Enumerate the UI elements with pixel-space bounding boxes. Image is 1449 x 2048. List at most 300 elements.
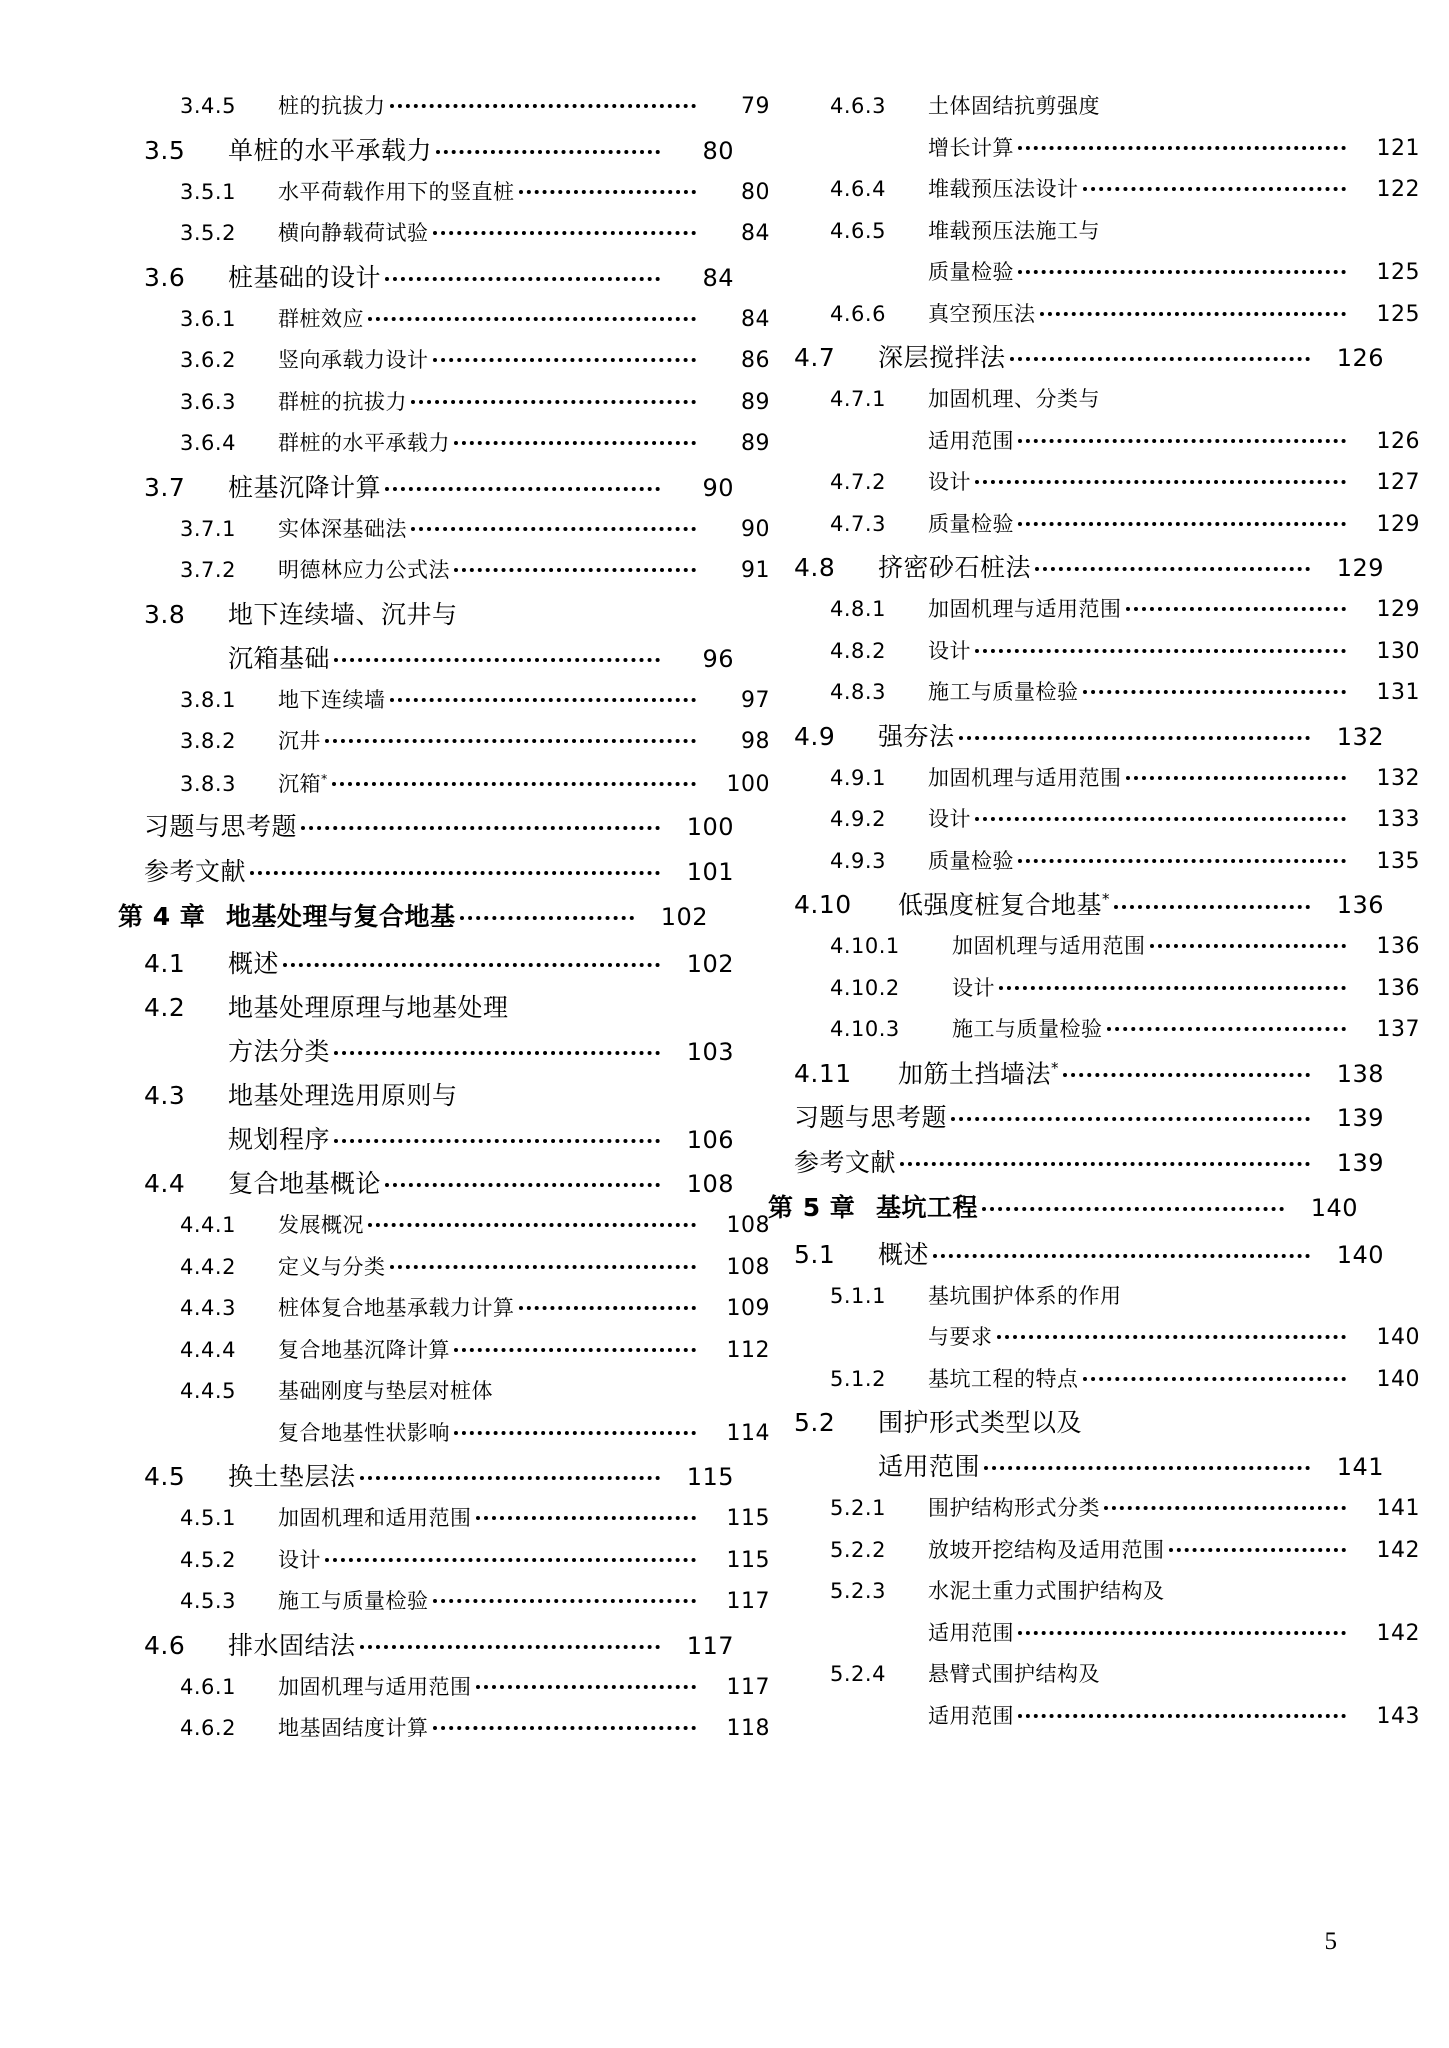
toc-entry-page-number: 130	[1376, 638, 1420, 664]
toc-entry[interactable]	[118, 1547, 770, 1592]
toc-entry-page-number: 90	[741, 516, 770, 542]
toc-entry[interactable]	[768, 218, 1420, 263]
toc-entry-number: 3.7	[144, 472, 186, 502]
toc-entry-page-number: 136	[1376, 975, 1420, 1001]
toc-entry-number: 5.1.2	[830, 1366, 886, 1391]
toc-entry[interactable]	[118, 1591, 770, 1633]
toc-leader-dots	[411, 393, 696, 409]
toc-entry-number: 4.10.1	[830, 934, 900, 958]
toc-entry-number: 4.3	[144, 1081, 186, 1110]
toc-leader-dots	[1107, 1020, 1347, 1036]
toc-entry[interactable]	[118, 1674, 770, 1719]
toc-leader-dots	[1035, 560, 1310, 576]
toc-entry[interactable]	[118, 1298, 770, 1340]
toc-entry-title: 围护形式类型以及	[878, 1408, 1083, 1437]
toc-entry[interactable]	[118, 599, 734, 646]
toc-entry-number: 3.5.2	[180, 221, 236, 245]
toc-leader-dots	[1104, 1499, 1346, 1515]
toc-leader-dots	[1083, 1370, 1347, 1386]
toc-entry-page-number: 140	[1376, 1366, 1420, 1392]
toc-entry-page-number: 108	[726, 1213, 770, 1238]
toc-entry-page-number: 118	[726, 1716, 770, 1741]
toc-entry-title: 基坑工程的特点	[928, 1366, 1079, 1391]
toc-entry-page-number: 139	[1336, 1148, 1384, 1177]
toc-leader-dots	[360, 1638, 660, 1654]
toc-leader-dots	[476, 1678, 697, 1694]
toc-entry-title: 复合地基沉降计算	[278, 1337, 450, 1362]
toc-entry-title: 习题与思考题	[794, 1102, 948, 1132]
toc-entry-number: 3.4.5	[180, 94, 236, 118]
toc-entry[interactable]	[768, 638, 1420, 683]
toc-entry[interactable]	[118, 223, 770, 265]
toc-entry[interactable]	[768, 1620, 1420, 1665]
toc-entry[interactable]	[768, 1058, 1384, 1105]
toc-entry[interactable]	[118, 516, 770, 561]
toc-entry-number: 4.6.3	[830, 94, 886, 118]
toc-entry-number: 4.1	[144, 949, 186, 978]
toc-entry-title: 复合地基概论	[228, 1169, 382, 1198]
toc-entry[interactable]	[768, 1454, 1384, 1498]
toc-leader-dots	[997, 1328, 1347, 1344]
toc-entry-number: 5.1.1	[830, 1283, 886, 1308]
toc-entry-page-number: 125	[1376, 301, 1420, 327]
toc-entry-title: 沉箱基础	[228, 643, 331, 673]
toc-entry-page-number: 102	[686, 950, 734, 978]
toc-entry-title: 设计	[928, 807, 971, 831]
toc-entry-title: 实体深基础法	[278, 516, 407, 541]
toc-entry[interactable]	[118, 814, 734, 859]
toc-entry-number: 3.5.1	[180, 179, 236, 204]
toc-entry-number: 3.7.1	[180, 516, 236, 541]
toc-leader-dots	[390, 691, 697, 707]
toc-entry-title: 加固机理与适用范围	[928, 597, 1122, 621]
toc-entry-title: 低强度桩复合地基*	[898, 890, 1111, 920]
toc-leader-dots	[411, 520, 696, 536]
toc-entry-title: 加固机理与适用范围	[278, 1674, 472, 1699]
toc-entry-page-number: 103	[686, 1038, 734, 1066]
toc-entry[interactable]	[118, 389, 770, 434]
toc-leader-dots	[368, 1216, 696, 1232]
toc-entry[interactable]	[768, 599, 1420, 641]
toc-entry[interactable]	[768, 1102, 1384, 1150]
toc-leader-dots	[999, 979, 1346, 995]
toc-entry[interactable]	[768, 682, 1420, 724]
toc-entry-page-number: 91	[741, 558, 770, 583]
toc-entry[interactable]	[118, 1718, 770, 1760]
toc-entry-title: 加固机理与适用范围	[952, 934, 1146, 958]
toc-entry-title: 群桩的水平承载力	[278, 431, 450, 455]
toc-entry-page-number: 112	[726, 1337, 770, 1363]
toc-entry-title: 规划程序	[228, 1125, 331, 1154]
toc-entry-page-number: 117	[726, 1589, 770, 1614]
toc-entry-title: 发展概况	[278, 1213, 364, 1237]
toc-entry-title: 基坑工程	[876, 1192, 979, 1222]
toc-entry[interactable]	[768, 1703, 1420, 1748]
toc-entry-page-number: 141	[1336, 1453, 1384, 1481]
toc-entry-number: 4.2	[144, 993, 186, 1022]
toc-entry-page-number: 80	[702, 136, 734, 165]
toc-entry-title: 复合地基性状影响	[278, 1420, 450, 1445]
toc-entry-number: 4.7.2	[830, 470, 886, 494]
toc-entry-number: 4.5.2	[180, 1547, 236, 1572]
toc-entry[interactable]	[768, 1327, 1420, 1369]
toc-leader-dots	[433, 351, 697, 367]
toc-entry[interactable]	[118, 262, 734, 309]
toc-entry-title: 桩基沉降计算	[228, 472, 382, 502]
footnote-star: *	[1051, 1058, 1060, 1077]
toc-leader-dots	[1169, 1541, 1347, 1557]
toc-entry-title: 桩基础的设计	[228, 262, 382, 292]
toc-entry-page-number: 131	[1376, 680, 1420, 705]
toc-leader-dots	[454, 1424, 696, 1440]
toc-entry-title: 地基固结度计算	[278, 1716, 429, 1740]
toc-entry[interactable]	[768, 1019, 1420, 1061]
toc-entry-page-number: 98	[741, 729, 770, 754]
toc-entry-page-number: 97	[741, 687, 770, 713]
toc-entry[interactable]	[768, 1581, 1420, 1623]
toc-leader-dots	[368, 310, 696, 326]
toc-entry-title: 设计	[928, 470, 971, 494]
toc-entry-page-number: 109	[726, 1296, 770, 1321]
toc-entry[interactable]	[768, 1283, 1420, 1328]
toc-entry-number: 4.9.3	[830, 848, 886, 873]
toc-entry-title: 与要求	[928, 1325, 993, 1349]
toc-entry-number: 4.6.2	[180, 1716, 236, 1740]
toc-entry-title: 桩的抗拔力	[278, 94, 386, 118]
toc-entry-number: 4.10	[794, 890, 852, 920]
toc-entry-number: 4.8.3	[830, 680, 886, 704]
toc-entry-page-number: 122	[1376, 177, 1420, 202]
toc-entry-number: 3.8.3	[180, 771, 236, 796]
toc-entry-page-number: 140	[1310, 1193, 1358, 1222]
toc-entry-page-number: 126	[1376, 428, 1420, 454]
toc-entry[interactable]	[768, 765, 1420, 810]
toc-entry-page-number: 136	[1376, 934, 1420, 959]
toc-leader-dots	[250, 864, 660, 880]
toc-entry-title: 桩体复合地基承载力计算	[278, 1296, 515, 1320]
toc-entry-page-number: 121	[1376, 135, 1420, 161]
toc-entry-page-number: 79	[741, 94, 770, 119]
toc-leader-dots	[1150, 937, 1347, 953]
toc-entry-number: 4.8.2	[830, 638, 886, 663]
toc-entry-number: 5.2.1	[830, 1496, 886, 1520]
toc-entry[interactable]	[118, 1127, 734, 1171]
toc-entry[interactable]	[118, 731, 770, 773]
toc-entry[interactable]	[118, 904, 708, 951]
toc-entry-title: 土体固结抗剪强度	[928, 94, 1100, 118]
toc-entry[interactable]	[118, 1464, 734, 1508]
toc-entry[interactable]	[768, 511, 1420, 556]
toc-leader-dots	[283, 956, 660, 972]
toc-entry-number: 4.7.1	[830, 387, 886, 411]
toc-leader-dots	[433, 1592, 697, 1608]
toc-leader-dots	[1083, 683, 1347, 699]
toc-entry-title: 质量检验	[928, 511, 1014, 536]
toc-entry-number: 3.8.2	[180, 729, 236, 753]
toc-entry-page-number: 133	[1376, 807, 1420, 832]
toc-entry-title: 水平荷载作用下的竖直桩	[278, 179, 515, 204]
toc-entry-number: 4.5.3	[180, 1589, 236, 1613]
toc-entry[interactable]	[768, 389, 1420, 431]
toc-entry-number: 3.7.2	[180, 558, 236, 582]
toc-entry-title: 概述	[878, 1239, 930, 1269]
toc-entry-title: 施工与质量检验	[952, 1017, 1103, 1041]
toc-leader-dots	[975, 642, 1346, 658]
toc-entry-title: 真空预压法	[928, 301, 1036, 326]
toc-entry[interactable]	[768, 721, 1384, 768]
toc-entry-title: 横向静载荷试验	[278, 221, 429, 245]
toc-entry[interactable]	[118, 306, 770, 351]
toc-leader-dots	[385, 270, 660, 286]
toc-entry-page-number: 137	[1376, 1017, 1420, 1042]
toc-entry-title: 群桩的抗拔力	[278, 389, 407, 414]
toc-entry-number: 4.9.1	[830, 765, 886, 790]
toc-entry-page-number: 100	[726, 771, 770, 797]
toc-entry-number: 3.6.1	[180, 306, 236, 331]
toc-entry-title: 悬臂式围护结构及	[928, 1662, 1100, 1686]
toc-entry[interactable]	[768, 1664, 1420, 1706]
toc-entry-number: 4.4.1	[180, 1213, 236, 1237]
toc-entry[interactable]	[118, 560, 770, 602]
toc-entry[interactable]	[118, 1508, 770, 1550]
toc-entry[interactable]	[118, 1171, 734, 1215]
toc-entry-page-number: 84	[702, 263, 734, 292]
toc-entry-page-number: 138	[1336, 1059, 1384, 1088]
toc-entry-page-number: 135	[1376, 848, 1420, 874]
toc-leader-dots	[454, 1341, 696, 1357]
toc-entry-number: 4.10.3	[830, 1017, 900, 1041]
toc-entry-number: 3.6.2	[180, 348, 236, 372]
toc-entry-number: 4.9	[794, 721, 836, 751]
toc-leader-dots	[519, 183, 697, 199]
toc-entry[interactable]	[768, 892, 1384, 936]
toc-leader-dots	[1040, 305, 1347, 321]
toc-entry-title: 地下连续墙、沉井与	[228, 599, 458, 629]
toc-entry-page-number: 125	[1376, 260, 1420, 285]
toc-leader-dots	[1018, 1707, 1346, 1723]
toc-leader-dots	[1018, 263, 1346, 279]
toc-entry[interactable]	[768, 1537, 1420, 1582]
toc-entry-title: 质量检验	[928, 260, 1014, 284]
toc-entry[interactable]	[768, 345, 1384, 389]
toc-entry-page-number: 139	[1336, 1103, 1384, 1132]
toc-leader-dots	[334, 1044, 660, 1060]
toc-entry[interactable]	[768, 301, 1420, 346]
toc-entry-page-number: 114	[726, 1420, 770, 1446]
toc-entry-title: 设计	[278, 1547, 321, 1572]
toc-entry-number: 4.9.2	[830, 807, 886, 831]
toc-entry[interactable]	[768, 555, 1384, 599]
toc-entry-number: 4.6.4	[830, 177, 886, 201]
toc-leader-dots	[1018, 515, 1346, 531]
toc-leader-dots	[1010, 350, 1310, 366]
toc-entry-number: 3.6.3	[180, 389, 236, 414]
toc-column-left	[118, 94, 770, 1760]
toc-entry[interactable]	[118, 1337, 770, 1382]
toc-entry-title: 水泥土重力式围护结构及	[928, 1579, 1165, 1603]
toc-entry[interactable]	[768, 1410, 1384, 1454]
toc-entry-number: 4.7.3	[830, 511, 886, 536]
toc-entry-title: 适用范围	[928, 428, 1014, 453]
toc-entry[interactable]	[118, 96, 770, 138]
toc-entry-title: 群桩效应	[278, 306, 364, 331]
toc-leader-dots	[1018, 432, 1346, 448]
toc-entry-page-number: 129	[1336, 554, 1384, 582]
toc-leader-dots	[460, 909, 634, 925]
toc-entry[interactable]	[118, 1039, 734, 1083]
toc-entry-title: 堆载预压法施工与	[928, 218, 1100, 243]
footnote-star: *	[1102, 890, 1111, 908]
toc-column-right	[768, 94, 1420, 1760]
toc-entry-page-number: 143	[1376, 1703, 1420, 1729]
toc-leader-dots	[385, 1176, 660, 1192]
toc-entry[interactable]	[768, 1498, 1420, 1540]
toc-entry-page-number: 106	[686, 1126, 734, 1154]
toc-entry-page-number: 84	[741, 221, 770, 246]
toc-entry-page-number: 126	[1336, 344, 1384, 372]
toc-entry-number: 4.4	[144, 1169, 186, 1198]
toc-entry[interactable]	[118, 1083, 734, 1127]
toc-entry[interactable]	[118, 1381, 770, 1423]
toc-entry[interactable]	[768, 135, 1420, 180]
toc-entry[interactable]	[118, 1420, 770, 1465]
toc-entry-title: 强夯法	[878, 721, 955, 751]
toc-entry[interactable]	[768, 936, 1420, 978]
toc-entry[interactable]	[118, 1254, 770, 1299]
toc-leader-dots	[984, 1459, 1310, 1475]
toc-entry[interactable]	[118, 1215, 770, 1257]
toc-leader-dots	[385, 480, 660, 496]
toc-leader-dots	[360, 1469, 660, 1485]
toc-entry[interactable]	[768, 1366, 1420, 1411]
toc-entry-number: 4.10.2	[830, 975, 900, 1000]
toc-entry-title: 习题与思考题	[144, 812, 298, 841]
toc-leader-dots	[332, 775, 696, 791]
toc-entry[interactable]	[118, 179, 770, 224]
toc-entry-page-number: 115	[726, 1547, 770, 1573]
toc-entry-number: 5.2.4	[830, 1662, 886, 1686]
toc-entry-page-number: 86	[741, 348, 770, 373]
toc-entry[interactable]	[118, 687, 770, 732]
toc-entry[interactable]	[118, 433, 770, 475]
toc-leader-dots	[436, 143, 660, 159]
toc-entry-page-number: 84	[741, 306, 770, 332]
toc-leader-dots	[1083, 180, 1347, 196]
toc-entry-title: 适用范围	[928, 1620, 1014, 1645]
toc-leader-dots	[1063, 1066, 1310, 1082]
toc-entry-title: 竖向承载力设计	[278, 348, 429, 372]
toc-entry-number: 4.4.3	[180, 1296, 236, 1320]
toc-entry-title: 加固机理与适用范围	[928, 765, 1122, 790]
toc-entry-page-number: 117	[686, 1631, 734, 1660]
toc-entry-title: 明德林应力公式法	[278, 558, 450, 582]
toc-leader-dots	[975, 473, 1346, 489]
toc-entry-page-number: 115	[726, 1506, 770, 1531]
toc-entry[interactable]	[118, 350, 770, 392]
toc-leader-dots	[454, 561, 696, 577]
toc-entry[interactable]	[118, 643, 734, 690]
toc-entry-title: 施工与质量检验	[928, 680, 1079, 704]
toc-leader-dots	[900, 1155, 1310, 1171]
toc-entry-number: 第 5 章	[768, 1192, 856, 1222]
toc-entry-number: 4.5.1	[180, 1506, 236, 1530]
toc-entry[interactable]	[768, 809, 1420, 851]
toc-entry-title: 排水固结法	[228, 1630, 356, 1660]
toc-leader-dots	[519, 1299, 697, 1315]
toc-entry-number: 4.4.2	[180, 1254, 236, 1279]
toc-entry[interactable]	[768, 1239, 1384, 1286]
toc-entry-page-number: 142	[1376, 1537, 1420, 1563]
toc-entry[interactable]	[118, 770, 770, 815]
toc-entry-page-number: 89	[741, 431, 770, 456]
toc-leader-dots	[476, 1509, 697, 1525]
toc-entry-title: 单桩的水平承载力	[228, 135, 433, 165]
toc-leader-dots	[959, 729, 1310, 745]
toc-entry-title: 质量检验	[928, 848, 1014, 873]
toc-entry-title: 加固机理和适用范围	[278, 1506, 472, 1530]
toc-entry[interactable]	[118, 995, 734, 1039]
toc-entry[interactable]	[768, 975, 1420, 1020]
toc-entry[interactable]	[768, 1192, 1358, 1242]
toc-entry[interactable]	[768, 96, 1420, 138]
toc-entry-title: 地下连续墙	[278, 687, 386, 712]
toc-entry-page-number: 136	[1336, 891, 1384, 920]
toc-entry-page-number: 132	[1336, 722, 1384, 751]
toc-entry-number: 4.8	[794, 553, 836, 582]
toc-entry[interactable]	[768, 848, 1420, 893]
toc-leader-dots	[454, 434, 696, 450]
toc-entry[interactable]	[768, 1147, 1384, 1195]
toc-entry-number: 4.4.4	[180, 1337, 236, 1362]
toc-entry-title: 适用范围	[928, 1703, 1014, 1728]
toc-entry[interactable]	[118, 1630, 734, 1677]
toc-entry-number: 5.2	[794, 1408, 836, 1437]
toc-columns	[118, 94, 1420, 1760]
toc-entry-title: 参考文献	[144, 857, 247, 886]
toc-entry-title: 地基处理原理与地基处理	[228, 993, 509, 1022]
toc-entry-number: 3.8	[144, 599, 186, 629]
toc-entry-title: 沉井	[278, 729, 321, 753]
toc-leader-dots	[433, 224, 697, 240]
toc-entry-title: 深层搅拌法	[878, 343, 1006, 372]
toc-entry[interactable]	[118, 859, 734, 904]
toc-entry-page-number: 142	[1376, 1620, 1420, 1646]
toc-entry-number: 3.6.4	[180, 431, 236, 455]
toc-entry-title: 加固机理、分类与	[928, 387, 1100, 411]
toc-leader-dots	[390, 97, 697, 113]
toc-entry[interactable]	[118, 951, 734, 995]
toc-leader-dots	[951, 1110, 1310, 1126]
toc-entry-title: 围护结构形式分类	[928, 1496, 1100, 1520]
toc-entry-page-number: 117	[726, 1674, 770, 1700]
toc-entry[interactable]	[768, 472, 1420, 514]
footnote-star: *	[321, 770, 328, 786]
toc-leader-dots	[1126, 600, 1347, 616]
toc-entry[interactable]	[118, 135, 734, 182]
toc-leader-dots	[1126, 769, 1347, 785]
toc-entry-title: 参考文献	[794, 1147, 897, 1177]
toc-entry[interactable]	[768, 179, 1420, 221]
toc-leader-dots	[1018, 1624, 1346, 1640]
toc-entry-number: 4.7	[794, 343, 836, 372]
toc-entry[interactable]	[768, 428, 1420, 473]
toc-entry[interactable]	[118, 472, 734, 519]
toc-entry-page-number: 80	[741, 179, 770, 205]
toc-entry[interactable]	[768, 262, 1420, 304]
toc-entry-number: 4.11	[794, 1058, 852, 1088]
toc-entry-page-number: 115	[686, 1463, 734, 1491]
toc-entry-page-number: 108	[686, 1170, 734, 1198]
